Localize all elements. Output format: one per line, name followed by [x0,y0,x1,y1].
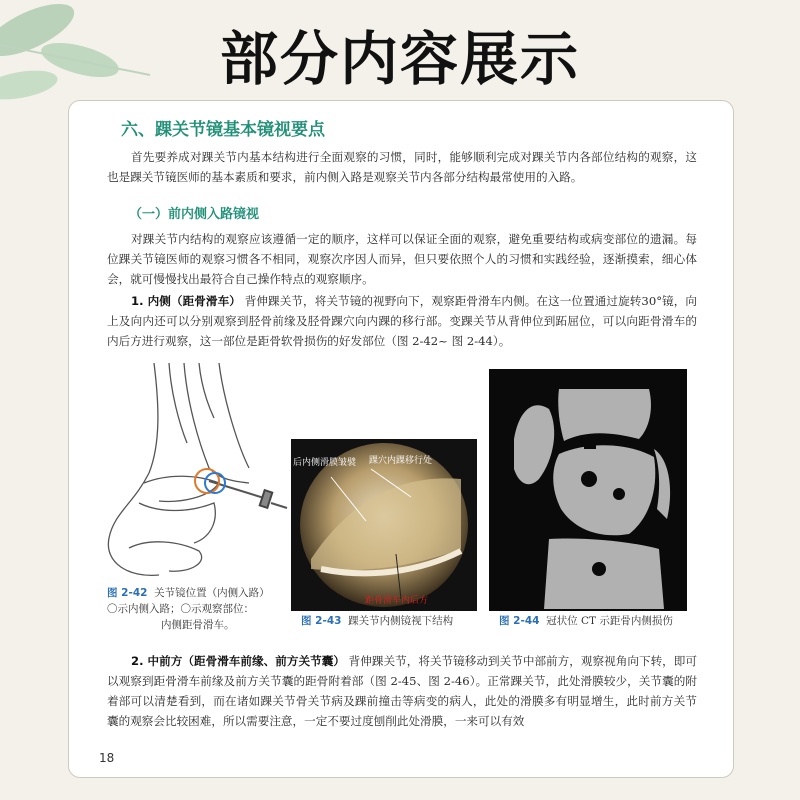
item-2-lead: 2. 中前方（距骨滑车前缘、前方关节囊） [131,654,345,668]
ankle-diagram-figure [99,363,299,583]
label-talus-posteromedial: 距骨滑车内后方 [365,596,429,606]
figure-2-43-number: 图 2-43 [301,615,342,627]
page-number: 18 [99,751,115,765]
figure-2-42-title: 关节镜位置（内侧入路） [154,587,270,599]
figure-2-42-number: 图 2-42 [107,587,148,599]
figure-2-42-caption [107,585,297,633]
section-title: 六、踝关节镜基本镜视要点 [121,120,325,140]
figure-2-43-caption [301,613,491,629]
item-1-lead: 1. 内侧（距骨滑车） [131,294,241,308]
item-1-text: 背伸踝关节，将关节镜的视野向下，观察距骨滑车内侧。在这一位置通过旋转30°镜，向上及向内还可以分别观察到胫骨前缘及胫骨踝穴向内踝的移行部。变踝关节从背伸位到跖屈位，可以向距骨滑车的内后方进行观察，这一部位是距骨软骨损伤的好发部位（图 2-42~ 图 2-44）。 [107,294,697,348]
subsection-title: （一）前内侧入路镜视 [129,207,260,222]
banner-title: 部分内容展示 [219,25,580,93]
figure-2-44-title: 冠状位 CT 示距骨内侧损伤 [546,615,673,627]
figure-2-44-number: 图 2-44 [499,615,540,627]
label-synovial-fold: 后内侧滑膜皱襞 [293,458,357,468]
figure-2-42-legend-2: 内侧距骨滑车。 [161,619,235,631]
body-paragraph: 对踝关节内结构的观察应该遵循一定的顺序，这样可以保证全面的观察，避免重要结构或病变部位的遗漏。每位踝关节镜医师的观察习惯各不相同，观察次序因人而异，但只要依照个人的习惯和实践经验，逐渐摸索，细心体会，就可慢慢找出最符合自己操作特点的观察顺序。 [107,232,697,286]
item-1-paragraph [107,291,697,351]
figure-2-42-legend: 〇示内侧入路；〇示观察部位： [107,603,254,615]
ct-scan-frame [489,369,687,611]
label-malleolus-transition: 踝穴内踝移行处 [369,456,433,466]
figure-2-44-caption [499,613,699,629]
book-page [68,100,734,778]
arthroscopy-photo-frame [291,439,477,611]
item-2-paragraph [107,651,697,731]
item-2-text: 背伸踝关节，将关节镜移动到关节中部前方，观察视角向下转，即可以观察到距骨滑车前缘及前方关节囊的距骨附着部（图 2-45、图 2-46）。正常踝关节，此处滑膜较少，关节囊的附着部可以清楚看到，而在诸如踝关节骨关节病及踝前撞击等病变的病人，此处的滑膜多有明显增生，此时前方关节囊的观察会比较困难，所以需要注意，一定不要过度刨削此处滑膜，一来可以有效 [107,654,697,728]
figure-2-43-title: 踝关节内侧镜视下结构 [348,615,454,627]
intro-paragraph: 首先要养成对踝关节内基本结构进行全面观察的习惯，同时，能够顺利完成对踝关节内各部位结构的观察，这也是踝关节镜医师的基本素质和要求，前内侧入路是观察关节内各部分结构最常使用的入路。 [107,150,697,184]
ct-scan-image [489,369,687,611]
